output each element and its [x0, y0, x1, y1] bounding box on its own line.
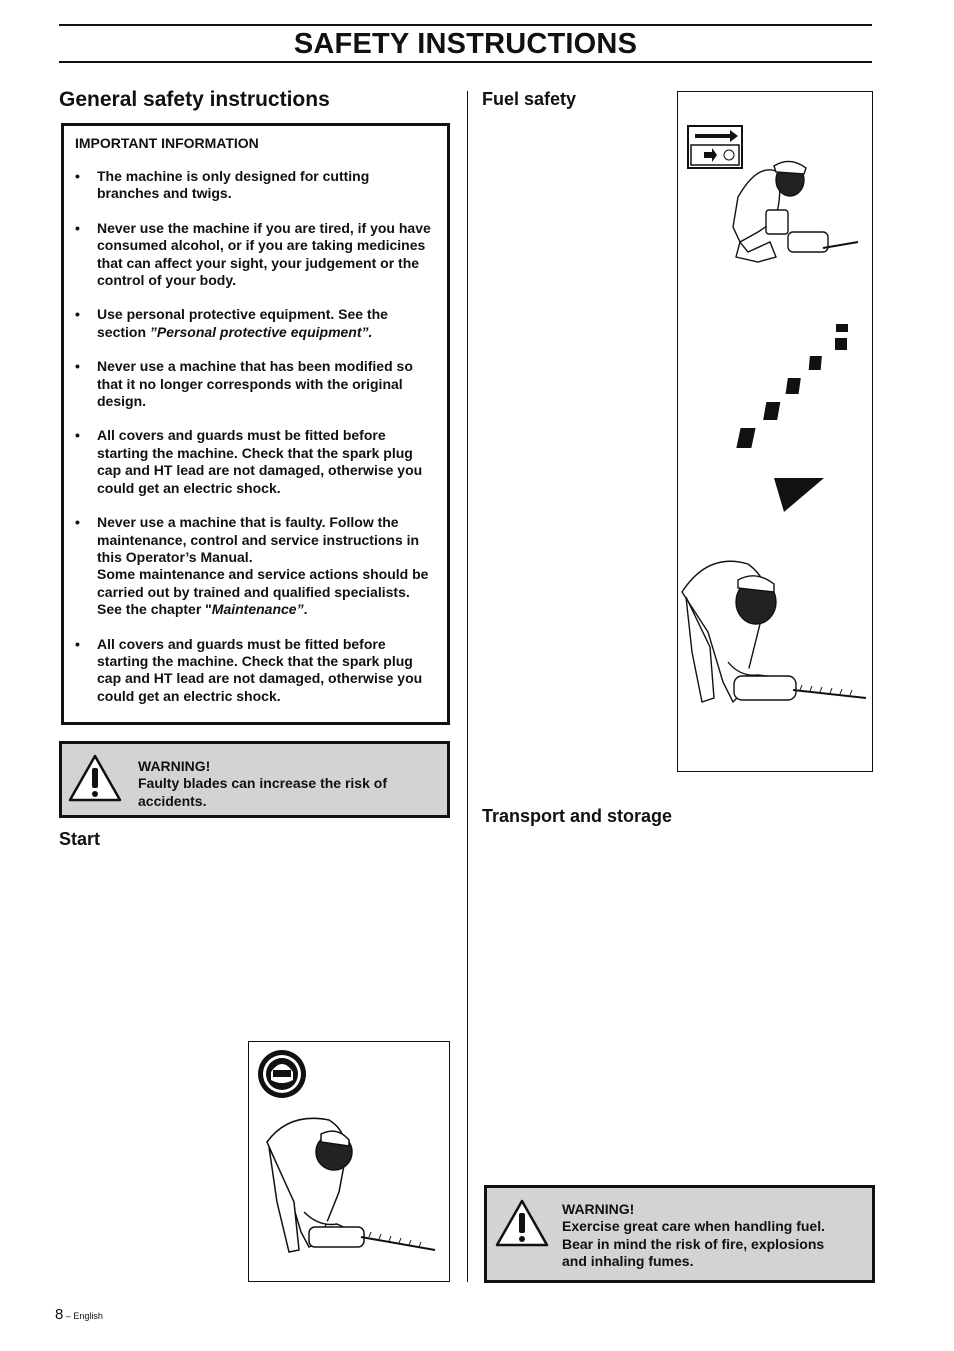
warning-blades-body: Faulty blades can increase the risk of accidents. — [138, 775, 387, 809]
page-language: – English — [63, 1311, 103, 1321]
direction-arrow-icon — [736, 324, 848, 512]
fuel-safety-heading: Fuel safety — [482, 89, 577, 109]
warning-triangle-icon — [68, 754, 122, 802]
bullet-mark: • — [75, 168, 80, 184]
transport-storage-heading: Transport and storage — [482, 806, 673, 826]
starting-operator-illustration — [249, 1042, 449, 1281]
warning-fuel-text — [562, 1201, 852, 1271]
bullet-emphasis: Maintenance” — [211, 601, 304, 618]
bullet-text: The machine is only designed for cutting branches and twigs. — [97, 168, 370, 202]
bullet-text: All covers and guards must be fitted before starting the machine. Check that the spark plug cap and HT lead are not damaged, otherwise you could get an electric shock. — [97, 635, 423, 704]
general-safety-heading: General safety instructions — [59, 88, 330, 111]
page-title: SAFETY INSTRUCTIONS — [293, 28, 638, 60]
bullet-text-continued: Some maintenance and service actions should be carried out by trained and qualified specialists. See the chapter " — [97, 566, 429, 618]
start-illustration — [248, 1041, 450, 1282]
bullet-text: Never use the machine if you are tired, if you have consumed alcohol, or if you are taking medicines that can affect your sight, your judgement or the control of your body. — [97, 219, 431, 289]
face-protection-icon — [258, 1050, 306, 1098]
warning-blades-text — [138, 758, 428, 810]
bullet-mark: • — [75, 306, 80, 323]
bullet-text-end: . — [303, 601, 308, 618]
warning-blades-title: WARNING! — [138, 758, 211, 774]
stop-engine-sign-icon — [688, 126, 742, 168]
list-item — [75, 427, 435, 497]
bullet-emphasis: ”Personal protective equipment”. — [149, 323, 373, 340]
start-heading: Start — [59, 829, 101, 849]
warning-triangle-icon — [495, 1199, 549, 1247]
safety-bullet-list — [75, 168, 435, 722]
list-item — [75, 220, 435, 290]
warning-fuel-body: Exercise great care when handling fuel. Bear in mind the risk of fire, explosions and inhaling fumes. — [562, 1218, 825, 1270]
page-number: 8 — [55, 1306, 64, 1323]
bullet-text: Never use a machine that is faulty. Follow the maintenance, control and service instructions in this Operator’s Manual. — [97, 514, 420, 565]
bullet-text: Never use a machine that has been modified so that it no longer corresponds with the original design. — [97, 358, 413, 410]
warning-fuel-title: WARNING! — [562, 1201, 635, 1217]
header-bottom-rule — [59, 61, 872, 63]
important-information-heading: IMPORTANT INFORMATION — [75, 135, 259, 151]
list-item — [75, 306, 435, 341]
column-divider — [467, 91, 468, 1282]
bullet-mark: • — [75, 219, 80, 236]
bullet-text: Use personal protective equipment. See the section — [97, 306, 388, 340]
refuelling-illustration — [678, 92, 872, 771]
fuel-illustration — [677, 91, 873, 772]
header-top-rule — [59, 24, 872, 26]
bullet-mark: • — [75, 358, 80, 375]
list-item — [75, 636, 435, 706]
bullet-text: All covers and guards must be fitted before starting the machine. Check that the spark plug cap and HT lead are not damaged, otherwise you could get an electric shock. — [97, 427, 423, 496]
bullet-mark: • — [75, 635, 80, 652]
page-footer — [55, 1306, 103, 1323]
list-item — [75, 358, 435, 410]
bullet-mark: • — [75, 514, 80, 531]
list-item — [75, 514, 435, 618]
list-item — [75, 168, 435, 203]
bullet-mark: • — [75, 427, 80, 444]
